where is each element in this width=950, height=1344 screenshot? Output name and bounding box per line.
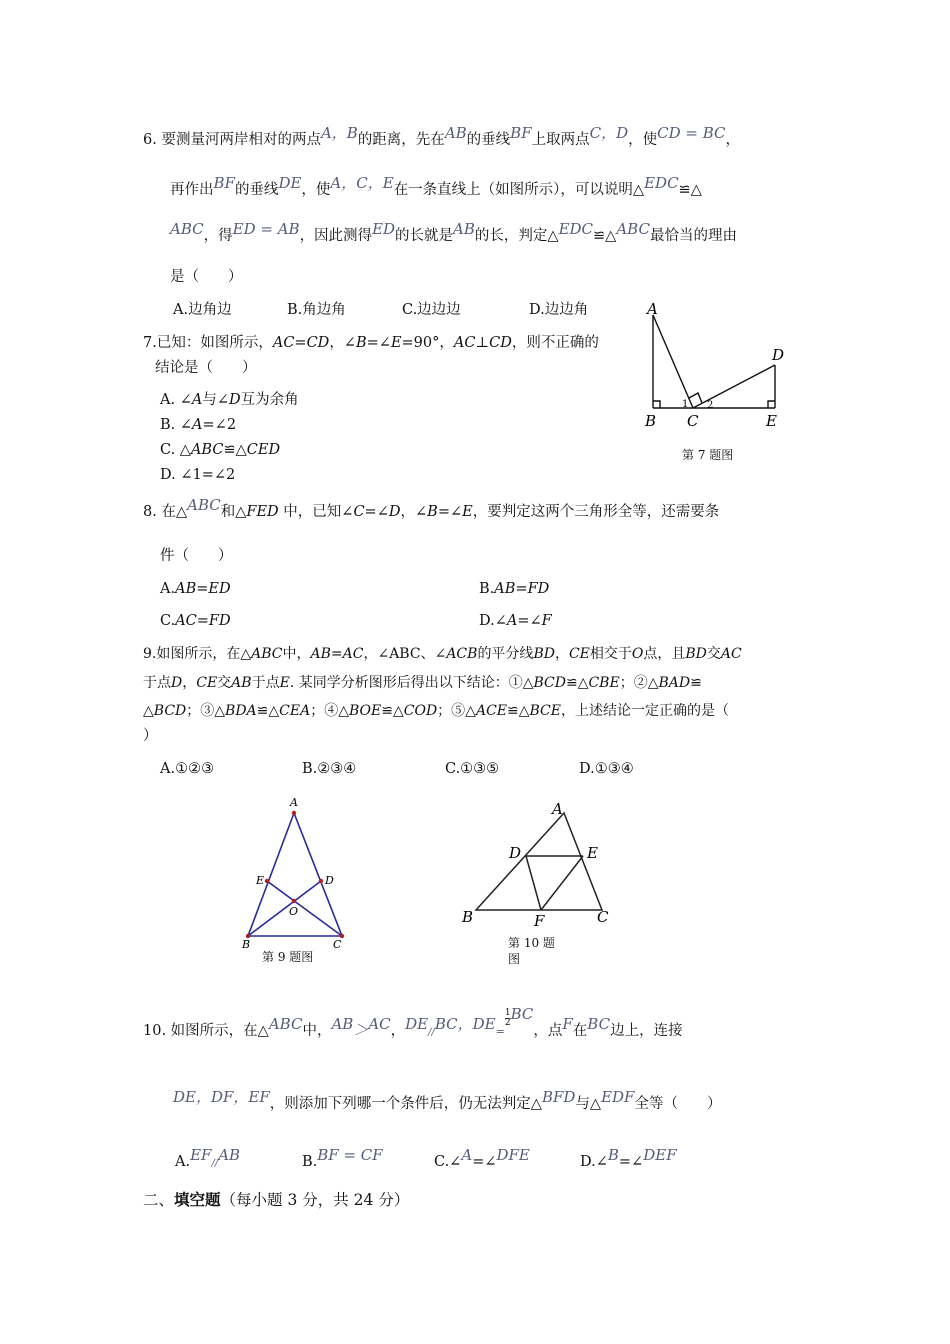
q6-line3: ABC，得ED = AB，因此测得ED的长就是AB的长，判定△EDC≌△ABC最恰当的理由 [170, 220, 737, 244]
math: EF [190, 1146, 212, 1164]
math: DFE [496, 1146, 530, 1164]
math: CD = BC [657, 124, 726, 142]
math: AB [218, 1146, 241, 1164]
math: DE，DF，EF [173, 1088, 270, 1106]
q7-option-c: C. △ABC≌△CED [160, 442, 281, 458]
figure-q10 [456, 795, 621, 935]
math: AB [444, 124, 467, 142]
q8-option-d: D.∠A=∠F [479, 613, 552, 629]
math: A [461, 1146, 473, 1164]
triangle-abc [476, 813, 602, 910]
q8-option-b: B.AB=FD [479, 581, 550, 597]
figure-q7 [636, 298, 796, 438]
math: BC [587, 1015, 611, 1033]
label-e: E [766, 412, 777, 430]
point-o [292, 899, 296, 903]
segment-ac [653, 315, 693, 408]
q6-option-a: A.边角边 [173, 302, 232, 318]
q9-option-a: A.①②③ [160, 761, 215, 777]
q9-option-d: D.①③④ [579, 761, 634, 777]
label-angle-2: 2 [707, 400, 714, 411]
segment-ef [541, 856, 583, 910]
math: ABC [268, 1015, 303, 1033]
math: BF = CF [317, 1146, 383, 1164]
right-angle-e [768, 401, 775, 408]
math: ABC [187, 496, 221, 514]
segment-cd [693, 365, 775, 408]
label-d: D [772, 346, 785, 364]
q6-option-c: C.边边边 [402, 302, 461, 318]
math: DEF [643, 1146, 677, 1164]
label-b: B [242, 938, 251, 951]
q10-option-c: C.∠A=∠DFE [434, 1146, 530, 1170]
q8-line1: 8. 在△ABC和△FED 中，已知∠C=∠D，∠B=∠E，要判定这两个三角形全等，还需要条 [143, 496, 720, 520]
math: F [562, 1015, 573, 1033]
q7-line1: 7.已知：如图所示，AC=CD，∠B=∠E=90°，AC⊥CD，则不正确的 [143, 335, 599, 351]
math: A，C，E [330, 174, 394, 192]
label-angle-1: 1 [682, 399, 689, 410]
q6-line2: 再作出BF的垂线DE，使A，C，E在一条直线上（如图所示），可以说明△EDC≌△ [170, 174, 702, 198]
label-a: A [552, 800, 563, 818]
q10-option-d: D.∠B=∠DEF [580, 1146, 677, 1170]
point-d [319, 879, 323, 883]
math: B [607, 1146, 619, 1164]
label-c: C [687, 412, 699, 430]
math: C，D [589, 124, 629, 142]
q10-option-b: B.BF = CF [302, 1146, 383, 1170]
math: DE [278, 174, 302, 192]
label-o: O [289, 905, 299, 918]
q7-figure-caption: 第 7 题图 [682, 448, 734, 462]
math: ABC [170, 220, 204, 238]
q6-line1: 6. 要测量河两岸相对的两点A，B的距离，先在AB的垂线BF上取两点C，D，使CD = BC， [143, 124, 741, 148]
q7-line2: 结论是（ ） [155, 360, 257, 376]
math: BFD [541, 1088, 576, 1106]
label-a: A [290, 796, 298, 809]
label-b: B [645, 412, 657, 430]
math: DE [405, 1015, 429, 1033]
label-d: D [509, 844, 522, 862]
label-d: D [325, 874, 334, 887]
math: ABC [616, 220, 650, 238]
q9-line4: ） [143, 728, 158, 744]
math: EDC [558, 220, 594, 238]
q10-option-a: A.EF//AB [175, 1146, 241, 1170]
q9-figure-caption: 第 9 题图 [262, 950, 314, 964]
math: BC，DE [434, 1015, 496, 1033]
label-c: C [597, 908, 609, 926]
q10-figure-caption-line2: 图 [508, 952, 521, 966]
q10-figure-caption-line1: 第 10 题 [508, 936, 555, 950]
fraction-one-half: $\frac{1}{2}$ [504, 1008, 511, 1028]
q7-option-b: B. ∠A=∠2 [160, 417, 237, 433]
q7-option-a: A. ∠A与∠D互为余角 [160, 392, 299, 408]
label-a: A [647, 300, 658, 318]
q8-line2: 件（ ） [160, 548, 233, 564]
q9-line1: 9.如图所示，在△ABC中，AB=AC，∠ABC、∠ACB的平分线BD，CE相交于O点，且BD交AC [143, 646, 742, 662]
math: AB [331, 1015, 354, 1033]
q8-option-c: C.AC=FD [160, 613, 231, 629]
figure-q9 [236, 793, 356, 958]
math: EDF [601, 1088, 635, 1106]
point-e [265, 879, 269, 883]
math: BF [510, 124, 532, 142]
math: EDC [644, 174, 679, 192]
q6-option-b: B.角边角 [287, 302, 346, 318]
math: BF [213, 174, 235, 192]
math: AB [453, 220, 475, 238]
segment-df [526, 856, 541, 910]
math: ED [372, 220, 396, 238]
q9-option-c: C.①③⑤ [445, 761, 500, 777]
label-c: C [333, 938, 342, 951]
q9-line3: △BCD；③△BDA≌△CEA；④△BOE≌△COD；⑤△ACE≌△BCE，上述结论一定正确的是（ [143, 703, 729, 719]
q9-line2: 于点D，CE交AB于点E. 某同学分析图形后得出以下结论：①△BCD≌△CBE；②△BAD≌ [143, 675, 702, 691]
q8-option-a: A.AB=ED [160, 581, 231, 597]
label-f: F [534, 912, 545, 930]
label-e: E [587, 844, 598, 862]
q7-option-d: D. ∠1=∠2 [160, 467, 236, 483]
math: AC [368, 1015, 391, 1033]
q6-line4: 是（ ） [170, 269, 243, 285]
label-e: E [256, 874, 265, 887]
math: ED = AB [232, 220, 300, 238]
math: A，B [320, 124, 358, 142]
label-b: B [462, 908, 474, 926]
point-a [292, 811, 296, 815]
q6-option-d: D.边边角 [529, 302, 589, 318]
section-heading: 二、填空题（每小题 3 分，共 24 分） [143, 1190, 410, 1209]
q10-line1: 10. 如图所示，在△ABC中，AB＞AC，DE//BC，DE= $\frac{1}{2}$ BC，点F在BC边上，连接 [143, 1005, 683, 1039]
q9-option-b: B.②③④ [302, 761, 357, 777]
right-angle-b [653, 401, 660, 408]
q10-line2: DE，DF，EF，则添加下列哪一个条件后，仍无法判定△BFD与△EDF全等（ ） [173, 1088, 722, 1112]
